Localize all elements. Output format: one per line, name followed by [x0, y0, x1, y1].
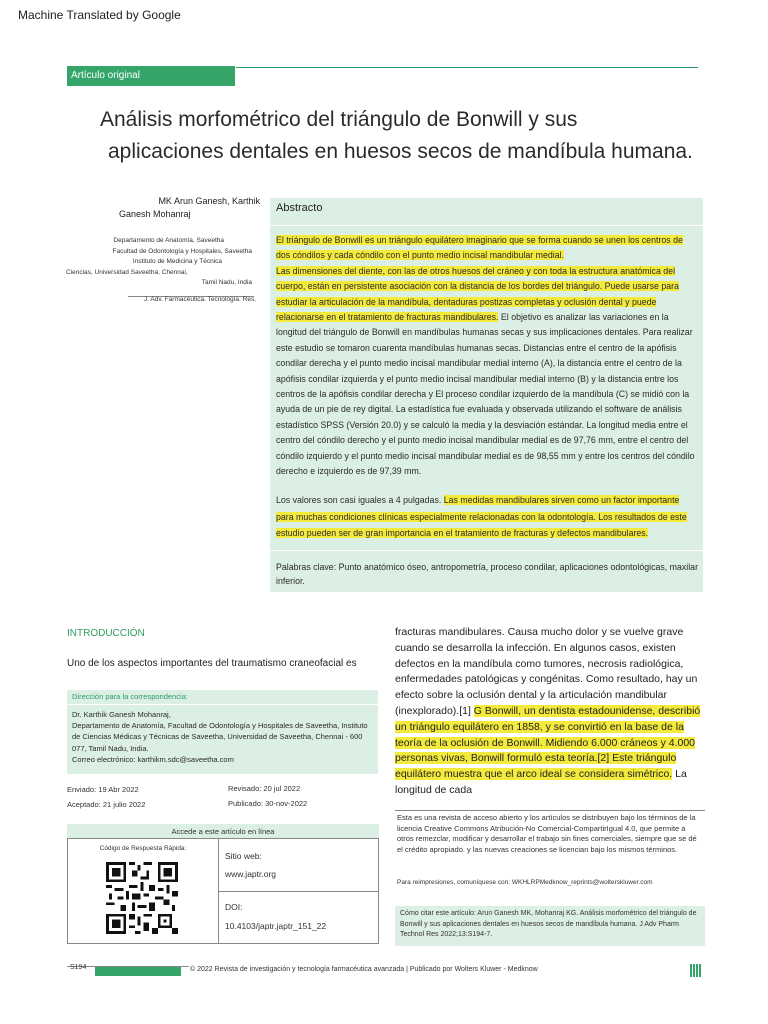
barcode-icon: [690, 964, 702, 977]
qr-code-icon[interactable]: [106, 862, 178, 934]
doi-label: DOI:: [225, 902, 243, 912]
access-horizontal-divider: [218, 891, 379, 892]
date-accepted: Aceptado: 21 julio 2022: [67, 800, 146, 809]
online-access-heading: Accede a este artículo en línea: [67, 824, 379, 839]
date-published: Publicado: 30-nov-2022: [228, 799, 308, 808]
date-revised: Revisado: 20 jul 2022: [228, 784, 301, 793]
qr-label: Código de Respuesta Rápida:: [99, 845, 187, 852]
article-title-line1: Análisis morfométrico del triángulo de Bonwill y sus: [100, 108, 578, 131]
affiliation-line4: Ciencias, Universidad Saveetha, Chennai,: [66, 268, 188, 276]
translation-banner: Machine Translated by Google: [18, 8, 181, 22]
footer-copyright: © 2022 Revista de investigación y tecnología farmacéutica avanzada | Publicado por Wolters Kluwer - Medknow: [190, 966, 538, 973]
affiliation: [66, 236, 252, 289]
header-rule: [236, 67, 698, 68]
page-number: S194: [70, 964, 87, 971]
intro-continued: [395, 625, 705, 799]
keywords-divider: [270, 550, 703, 551]
correspondence-name: Dr. Karthik Ganesh Mohanraj,: [72, 710, 171, 719]
abstract-body-2: Los valores son casi iguales a 4 pulgadas.: [276, 495, 444, 505]
abstract-highlight-1: El triángulo de Bonwill es un triángulo equilátero imaginario que se forma cuando se unen los centros de dos cóndilos y cada cóndilo con el punto medio incisal mandibular medial.: [276, 235, 683, 261]
website-label: Sitio web:: [225, 851, 262, 861]
affiliation-line1: Departamento de Anatomía, Saveetha: [113, 237, 224, 244]
authors-line1: MK Arun Ganesh, Karthik: [158, 196, 260, 206]
doi-link[interactable]: 10.4103/japtr.japtr_151_22: [225, 921, 327, 931]
license-divider: [395, 810, 705, 811]
keywords: Palabras clave: Punto anatómico óseo, antropometría, proceso condilar, aplicaciones odontológicas, maxilar inferior.: [276, 562, 699, 586]
abstract-body: El objetivo es analizar las variaciones en la longitud del triángulo de Bonwill en mandíbulas humanas secas y sus implicaciones dentales. Para realizar este estudio se tomaron cuarenta mandíbulas humanas secas. Distancias entre el centro de la apófisis condilar derecha y el punto medio incisal mandibular medial interno (A), la distancia entre el centro de la apófisis condilar izquierda y el punto medio incisal mandibular medial interno (B) y la distancia entre los centros de la apófisis condilar derecha y El proceso condilar izquierdo de la mandíbula (C) se midió con la ayuda de un pie de rey digital. La estadística fue evaluada y observada utilizando el software de análisis estadístico SPSS (Versión 20.0) y se calculó la media y la desviación estándar. La longitud media entre el centro del cóndilo derecho y el punto medio incisal mandibular medial es de 97,76 mm, entre el centro del cóndilo izquierdo y el punto medio incisal mandibular medial es de 98,55 mm y entre los centros del cóndilo derecho e izquierdo es de 97,39 mm.: [276, 312, 695, 477]
intro-heading: INTRODUCCIÓN: [67, 628, 145, 639]
journal-abbrev: J. Adv. Farmacéutica. Tecnología. Res.: [143, 296, 256, 303]
affiliation-line5: Tamil Nadu, India: [201, 279, 252, 286]
website-link[interactable]: www.japtr.org: [225, 869, 277, 879]
intro-paragraph: fracturas mandibulares. Causa mucho dolor y se vuelve grave cuando se desarrolla la infección. En algunos casos, existen defectos en la mandíbula como tumores, necrosis radiológica, enfermedades patológicas y congénitas. Como resultado, hay un efecto sobre la oclusión dental y la articulación mandibular (inexplorado).[1]: [395, 626, 698, 717]
correspondence-text: [72, 709, 374, 765]
license-text: Esta es una revista de acceso abierto y los artículos se distribuyen bajo los términos de la licencia Creative Commons Atribución-No Comercial-CompartirIgual 4.0, que permite a otros remezclar, modificar y desarrollar el trabajo sin fines comerciales, siempre que se dé el crédito apropiado. y las nuevas creaciones se licencian bajo los mismos términos.: [397, 813, 697, 854]
intro-highlight: G Bonwill, un dentista estadounidense, describió un triángulo equilátero en 1858, y se convirtió en la base de la teoría de la oclusión de Bonwill. Midiendo 6.000 cráneos y 4.000 personas vivas, Bonwill formuló esta teoría.[2] Este triángulo equilátero muestra que el arco ideal se considera simétrico.: [395, 704, 701, 781]
correspondence-heading: Dirección para la correspondencia:: [72, 692, 188, 701]
correspondence-divider: [67, 704, 378, 705]
article-title-line2: aplicaciones dentales en huesos secos de mandíbula humana.: [108, 140, 693, 163]
citation-text: Cómo citar este artículo: Arun Ganesh MK, Mohanraj KG. Análisis morfométrico del triángulo de Bonwill y sus aplicaciones dentales en huesos secos de mandíbula humana. J Adv Pharm Technol Res 2022;13:S194-7.: [400, 910, 697, 938]
abstract-highlight-2: Las dimensiones del diente, con las de otros huesos del cráneo y con toda la estructura anatómica del cuerpo, están en persistente asociación con la distancia de los bordes del triángulo. Puede usarse para estudiar la articulación de la mandíbula, dentaduras postizas completas y oclusión dental y puede relacionarse en el tratamiento de fracturas mandibulares.: [276, 265, 679, 323]
correspondence-email: Correo electrónico: karthikm.sdc@saveetha.com: [72, 754, 234, 764]
authors: [100, 195, 260, 221]
affiliation-line3: Instituto de Medicina y Técnica: [132, 258, 222, 265]
abstract-conclusion: [276, 492, 698, 542]
abstract-heading: Abstracto: [276, 202, 323, 214]
intro-paragraph-end: La longitud de cada: [395, 768, 687, 796]
authors-line2: Ganesh Mohanraj: [119, 209, 191, 219]
abstract-highlight-3: Las medidas mandibulares sirven como un factor importante para muchas condiciones clínicas especialmente relacionadas con la odontología. Los resultados de este estudio pueden ser de gran importancia en el tratamiento de fracturas y defectos mandibulares.: [276, 495, 687, 538]
date-sent: Enviado: 19 Abr 2022: [67, 785, 139, 794]
intro-first-line: Uno de los aspectos importantes del traumatismo craneofacial es: [67, 658, 357, 669]
footer-accent-bar: [95, 967, 181, 976]
abstract-text: [276, 233, 698, 480]
affiliation-line2: Facultad de Odontología y Hospitales, Saveetha: [112, 247, 252, 255]
reprints-text: Para reimpresiones, comuníquese con: WKHLRPMedknow_reprints@wolterskluwer.com: [397, 879, 653, 886]
abstract-divider: [270, 225, 703, 226]
article-type-badge: Artículo original: [67, 66, 235, 86]
correspondence-address: Departamento de Anatomía, Facultad de Odontología y Hospitales de Saveetha, Instituto de Ciencias Médicas y Técnicas de Saveetha, Universidad de Saveetha, Chennai - 600 077, Tamil Nadu, India.: [72, 721, 368, 753]
